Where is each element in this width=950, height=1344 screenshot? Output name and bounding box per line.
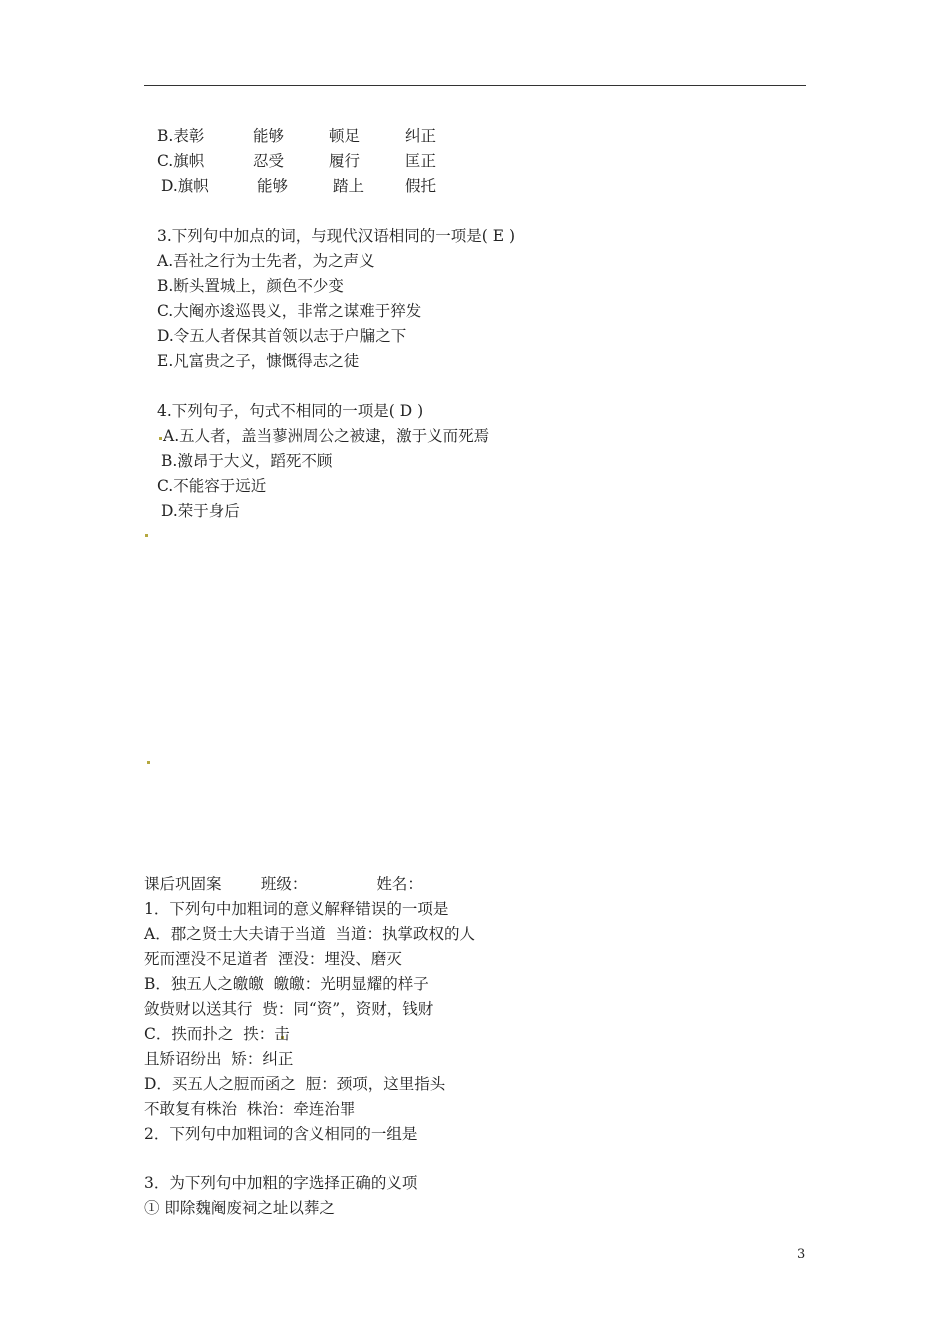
option-row-c xyxy=(157,151,436,171)
homework-line: 死而湮没不足道者 湮没：埋没、磨灭 xyxy=(144,950,402,968)
cell: D.旗帜 xyxy=(161,177,209,195)
mark-dot xyxy=(159,437,162,440)
cell: 顿足 xyxy=(329,127,361,145)
cell: 忍受 xyxy=(253,152,285,170)
q3-stem: 3.下列句中加点的词，与现代汉语相同的一项是( E ) xyxy=(157,227,516,245)
q4-stem: 4.下列句子，句式不相同的一项是( D ) xyxy=(157,402,424,420)
page-number: 3 xyxy=(797,1247,806,1262)
homework-line: D．买五人之脰而函之 脰：颈项，这里指头 xyxy=(144,1075,446,1093)
q4-option-d: D.荣于身后 xyxy=(161,502,240,520)
q4-option-a: A.五人者，盖当蓼洲周公之被逮，激于义而死焉 xyxy=(163,427,490,445)
q4-option-c: C.不能容于远近 xyxy=(157,477,267,495)
cell: 纠正 xyxy=(405,127,437,145)
option-row-d xyxy=(161,176,436,196)
homework-line: 2．下列句中加粗词的含义相同的一组是 xyxy=(144,1125,418,1143)
q3-option-b: B.断头置城上，颜色不少变 xyxy=(157,277,344,295)
homework-header: 课后巩固案 班级： 姓名： xyxy=(144,875,423,893)
homework-line: 且矫诏纷出 矫：纠正 xyxy=(144,1050,294,1068)
homework-line: C．抶而扑之 抶：击 xyxy=(144,1025,290,1043)
cell: C.旗帜 xyxy=(157,152,205,170)
option-row-b xyxy=(157,126,436,146)
homework-line: 3．为下列句中加粗的字选择正确的义项 xyxy=(144,1174,418,1192)
cell: 假托 xyxy=(405,177,437,195)
cell: 匡正 xyxy=(405,152,437,170)
homework-line: 1．下列句中加粗词的意义解释错误的一项是 xyxy=(144,900,449,918)
homework-line: ① 即除魏阉废祠之址以葬之 xyxy=(144,1199,335,1217)
q3-option-a: A.吾社之行为士先者，为之声义 xyxy=(157,252,375,270)
cell: 能够 xyxy=(253,127,285,145)
homework-line: 敛赀财以送其行 赀：同“资”，资财，钱财 xyxy=(144,1000,434,1018)
cell: 能够 xyxy=(257,177,289,195)
q3-option-c: C.大阉亦逡巡畏义，非常之谋难于猝发 xyxy=(157,302,422,320)
homework-line: A．郡之贤士大夫请于当道 当道：执掌政权的人 xyxy=(144,925,476,943)
q3-option-d: D.令五人者保其首领以志于户牖之下 xyxy=(157,327,407,345)
homework-line: B．独五人之皦皦 皦皦：光明显耀的样子 xyxy=(144,975,429,993)
cell: B.表彰 xyxy=(157,127,205,145)
cell: 履行 xyxy=(329,152,361,170)
q3-option-e: E.凡富贵之子，慷慨得志之徒 xyxy=(157,352,360,370)
homework-line: 不敢复有株治 株治：牵连治罪 xyxy=(144,1100,356,1118)
mark-dot xyxy=(147,761,150,764)
cell: 踏上 xyxy=(333,177,365,195)
mark-dot xyxy=(145,534,148,537)
q4-option-b: B.激昂于大义，蹈死不顾 xyxy=(161,452,333,470)
header-rule xyxy=(144,85,806,86)
